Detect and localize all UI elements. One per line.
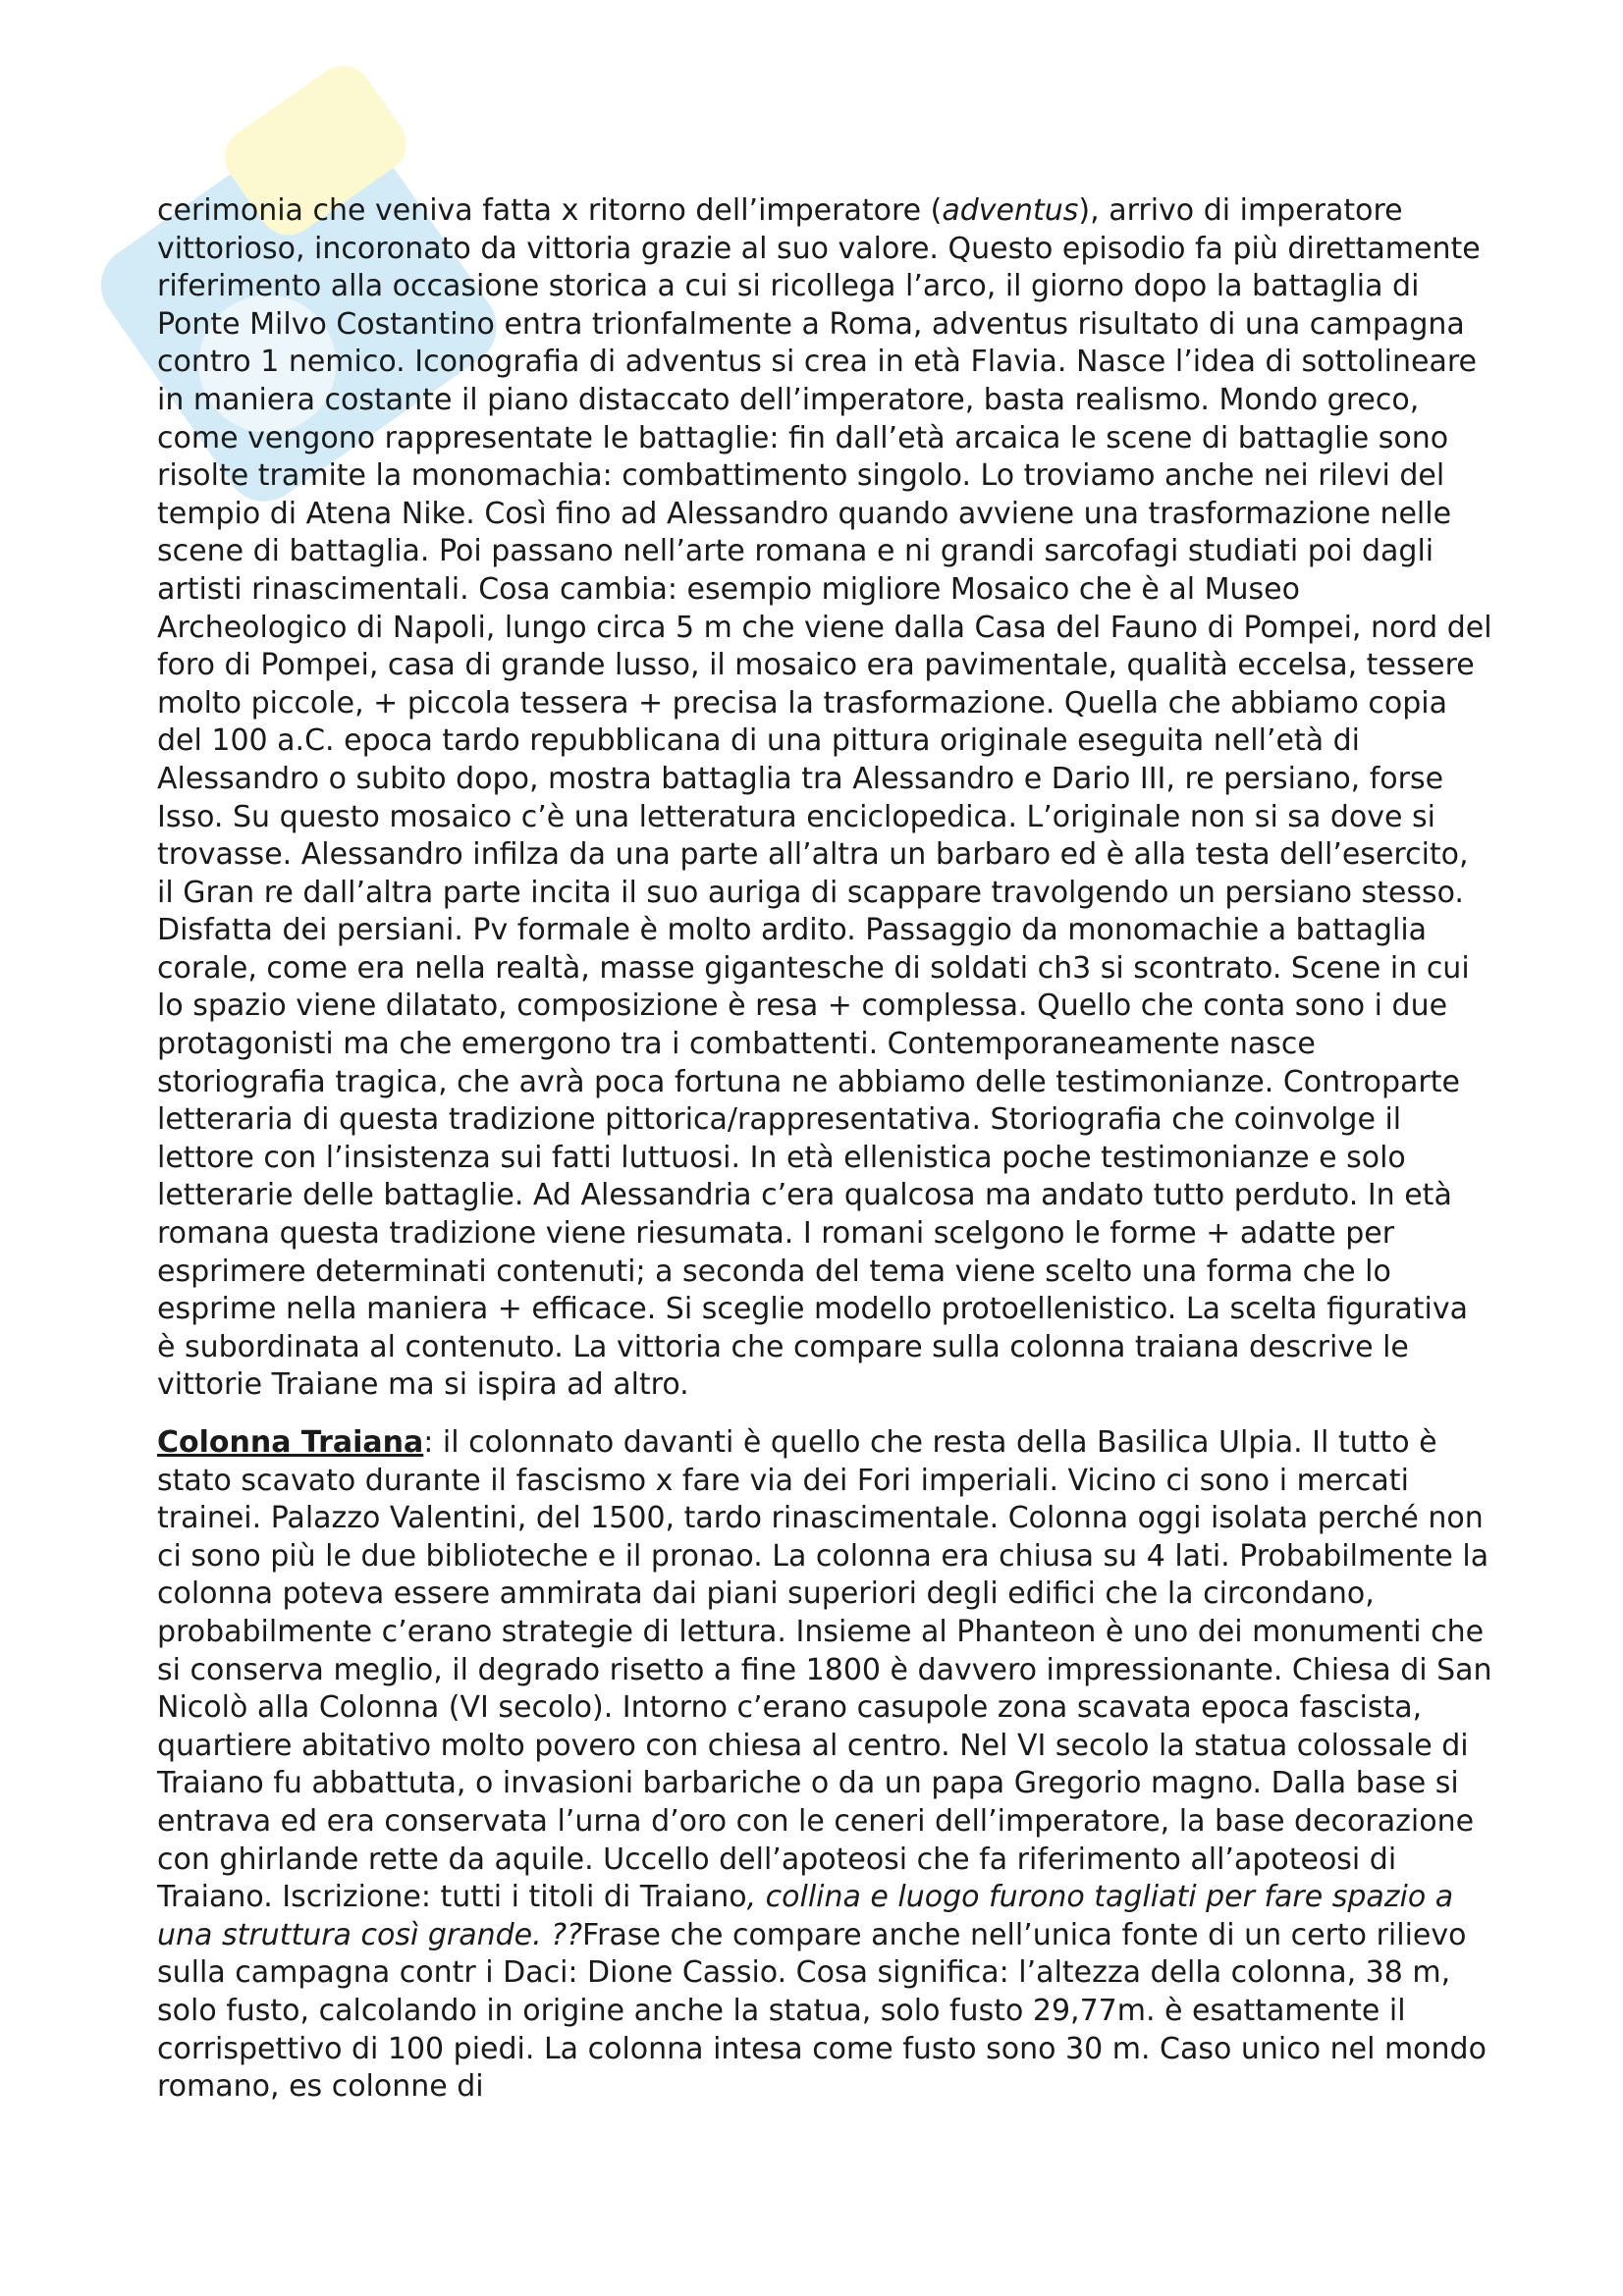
section-heading-colonna-traiana: Colonna Traiana xyxy=(157,1425,424,1460)
para2-italic-quote: , collina e luogo furono tagliati per fare spazio a una struttura così grande. ?? xyxy=(157,1880,1454,1952)
paragraph-adventus xyxy=(157,192,1492,1405)
para2-text-1: : il colonnato davanti è quello che resta della Basilica Ulpia. Il tutto è stato scavato durante il fascismo x fare via dei Fori imperiali. Vicino ci sono i mercati trainei. Palazzo Valentini, del 1500, tardo rinascimentale. Colonna oggi isolata perché non ci sono più le due biblioteche e il pronao. La colonna era chiusa su 4 lati. Probabilmente la colonna poteva essere ammirata dai piani superiori degli edifici che la circondano, probabilmente c’erano strategie di lettura. Insieme al Phanteon è uno dei monumenti che si conserva meglio, il degrado risetto a fine 1800 è davvero impressionante. Chiesa di San Nicolò alla Colonna (VI secolo). Intorno c’erano casupole zona scavata epoca fascista, quartiere abitativo molto povero con chiesa al centro. Nel VI secolo la statua colossale di Traiano fu abbattuta, o invasioni barbariche o da un papa Gregorio magno. Dalla base si entrava ed era conservata l’urna d’oro con le ceneri dell’imperatore, la base decorazione con ghirlande rette da aquile. Uccello dell’apoteosi che fa riferimento all’apoteosi di Traiano. Iscrizione: tutti i titoli di Traiano xyxy=(157,1425,1492,1915)
document-body xyxy=(157,192,1492,2107)
paragraph-colonna-traiana xyxy=(157,1424,1492,2107)
para1-italic-adventus: adventus xyxy=(942,193,1079,228)
para1-text-2: ), arrivo di imperatore vittorioso, incoronato da vittoria grazie al suo valore. Questo episodio fa più direttamente riferimento alla occasione storica a cui si ricollega l’arco, il giorno dopo la battaglia di Ponte Milvo Costantino entra trionfalmente a Roma, adventus risultato di una campagna contro 1 nemico. Iconografia di adventus si crea in età Flavia. Nasce l’idea di sottolineare in maniera costante il piano distaccato dell’imperatore, basta realismo. Mondo greco, come vengono rappresentate le battaglie: fin dall’età arcaica le scene di battaglie sono risolte tramite la monomachia: combattimento singolo. Lo troviamo anche nei rilevi del tempio di Atena Nike. Così fino ad Alessandro quando avviene una trasformazione nelle scene di battaglia. Poi passano nell’arte romana e ni grandi sarcofagi studiati poi dagli artisti rinascimentali. Cosa cambia: esempio migliore Mosaico che è al Museo Archeologico di Napoli, lungo circa 5 m che viene dalla Casa del Fauno di Pompei, nord del foro di Pompei, casa di grande lusso, il mosaico era pavimentale, qualità eccelsa, tessere molto piccole, + piccola tessera + precisa la trasformazione. Quella che abbiamo copia del 100 a.C. epoca tardo repubblicana di una pittura originale eseguita nell’età di Alessandro o subito dopo, mostra battaglia tra Alessandro e Dario III, re persiano, forse Isso. Su questo mosaico c’è una letteratura enciclopedica. L’originale non si sa dove si trovasse. Alessandro infilza da una parte all’altra un barbaro ed è alla testa dell’esercito, il Gran re dall’altra parte incita il suo auriga di scappare travolgendo un persiano stesso. Disfatta dei persiani. Pv formale è molto ardito. Passaggio da monomachie a battaglia corale, come era nella realtà, masse gigantesche di soldati ch3 si scontrato. Scene in cui lo spazio viene dilatato, composizione è resa + complessa. Quello che conta sono i due protagonisti ma che emergono tra i combattenti. Contemporaneamente nasce storiografia tragica, che avrà poca fortuna ne abbiamo delle testimonianze. Controparte letteraria di questa tradizione pittorica/rappresentativa. Storiografia che coinvolge il lettore con l’insistenza sui fatti luttuosi. In età ellenistica poche testimonianze e solo letterarie delle battaglie. Ad Alessandria c’era qualcosa ma andato tutto perduto. In età romana questa tradizione viene riesumata. I romani scelgono le forme + adatte per esprimere determinati contenuti; a seconda del tema viene scelto una forma che lo esprime nella maniera + efficace. Si sceglie modello protoellenistico. La scelta figurativa è subordinata al contenuto. La vittoria che compare sulla colonna traiana descrive le vittorie Traiane ma si ispira ad altro. xyxy=(157,193,1492,1403)
para1-text-1: cerimonia che veniva fatta x ritorno dell’imperatore ( xyxy=(157,193,943,228)
para2-text-2: Frase che compare anche nell’unica fonte di un certo rilievo sulla campagna contr i Daci: Dione Cassio. Cosa significa: l’altezza della colonna, 38 m, solo fusto, calcolando in origine anche la statua, solo fusto 29,77m. è esattamente il corrispettivo di 100 piedi. La colonna intesa come fusto sono 30 m. Caso unico nel mondo romano, es colonne di xyxy=(157,1917,1487,2105)
